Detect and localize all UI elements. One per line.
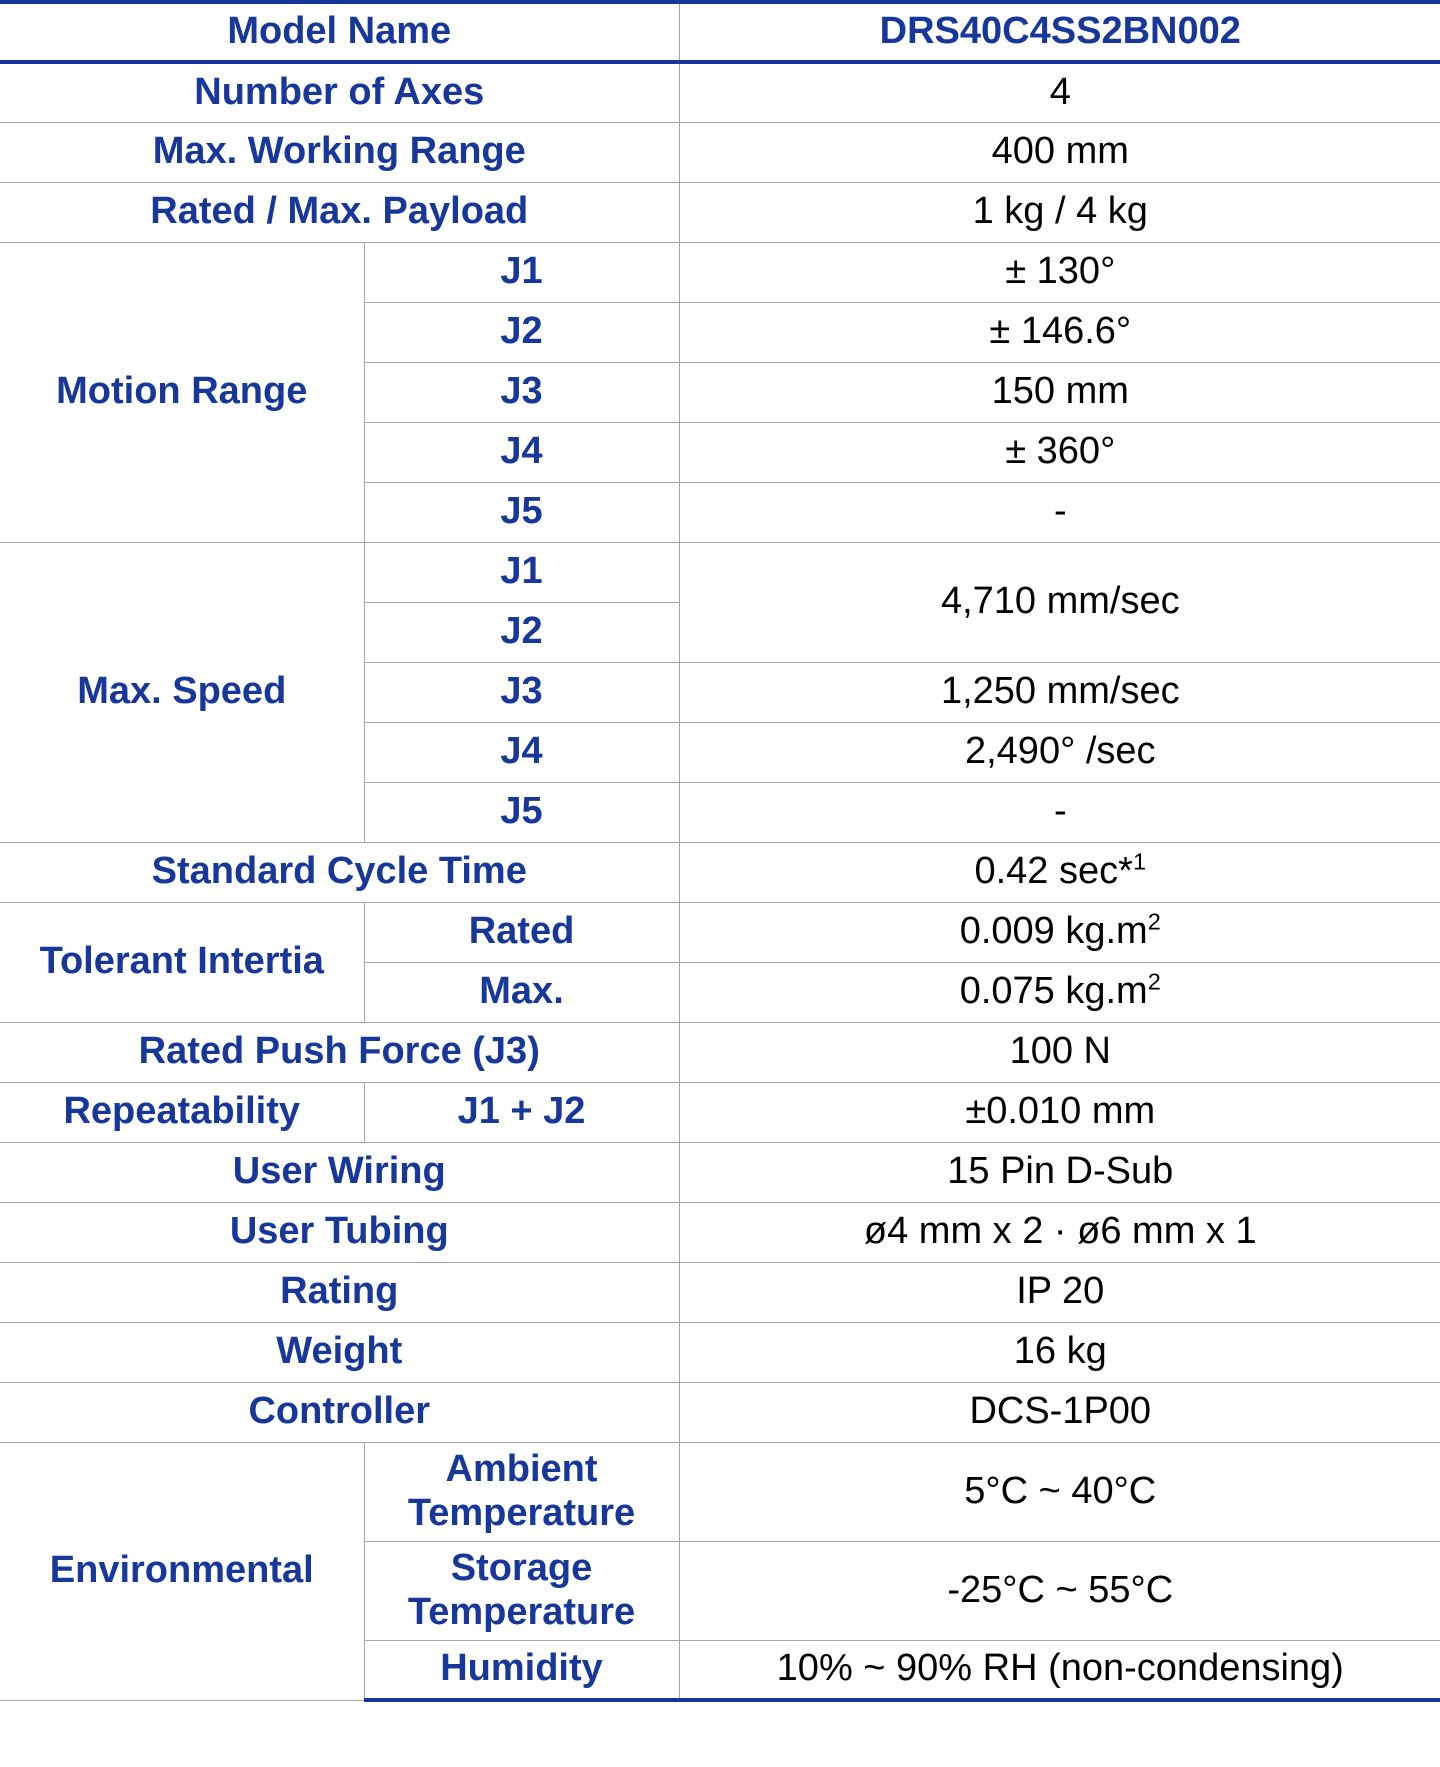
storage-temp-label: [364, 1541, 679, 1640]
weight-value: 16 kg: [679, 1322, 1440, 1382]
model-name-value: DRS40C4SS2BN002: [679, 2, 1440, 62]
model-name-label: Model Name: [0, 2, 679, 62]
inertia-max-value: 0.075 kg.m: [959, 970, 1148, 1013]
inertia-max-label: Max.: [364, 962, 679, 1022]
motion-j2-label: J2: [364, 302, 679, 362]
wiring-value: 15 Pin D-Sub: [679, 1142, 1440, 1202]
inertia-max-cell: [679, 962, 1440, 1022]
speed-j2-label: J2: [364, 602, 679, 662]
controller-label: Controller: [0, 1382, 679, 1442]
working-range-value: 400 mm: [679, 122, 1440, 182]
push-force-label: Rated Push Force (J3): [0, 1022, 679, 1082]
table-row: [0, 182, 1440, 242]
push-force-value: 100 N: [679, 1022, 1440, 1082]
max-speed-label: Max. Speed: [0, 542, 364, 842]
motion-j2-value: ± 146.6°: [679, 302, 1440, 362]
payload-label: Rated / Max. Payload: [0, 182, 679, 242]
table-row: [0, 122, 1440, 182]
inertia-rated-cell: [679, 902, 1440, 962]
working-range-label: Max. Working Range: [0, 122, 679, 182]
motion-j1-value: ± 130°: [679, 242, 1440, 302]
speed-j4-label: J4: [364, 722, 679, 782]
motion-j5-label: J5: [364, 482, 679, 542]
axes-value: 4: [679, 62, 1440, 122]
table-row: [0, 1382, 1440, 1442]
motion-range-label: Motion Range: [0, 242, 364, 542]
motion-j3-label: J3: [364, 362, 679, 422]
axes-label: Number of Axes: [0, 62, 679, 122]
inertia-max-exponent: 2: [1147, 968, 1161, 995]
table-row: [0, 1082, 1440, 1142]
speed-j1-j2-value: 4,710 mm/sec: [679, 542, 1440, 662]
inertia-rated-label: Rated: [364, 902, 679, 962]
inertia-rated-value: 0.009 kg.m: [959, 910, 1148, 953]
motion-j3-value: 150 mm: [679, 362, 1440, 422]
cycle-time-value: 0.42 sec*: [974, 850, 1133, 893]
wiring-label: User Wiring: [0, 1142, 679, 1202]
speed-j3-label: J3: [364, 662, 679, 722]
storage-temp-label-line2: Temperature: [407, 1590, 636, 1633]
ambient-temp-label: [364, 1442, 679, 1541]
motion-j4-label: J4: [364, 422, 679, 482]
table-row: [0, 542, 1440, 602]
environmental-label: Environmental: [0, 1442, 364, 1700]
storage-temp-label-line1: Storage: [450, 1546, 593, 1589]
payload-value: 1 kg / 4 kg: [679, 182, 1440, 242]
motion-j1-label: J1: [364, 242, 679, 302]
storage-temp-value: -25°C ~ 55°C: [679, 1541, 1440, 1640]
weight-label: Weight: [0, 1322, 679, 1382]
table-row: [0, 902, 1440, 962]
speed-j5-label: J5: [364, 782, 679, 842]
humidity-label: Humidity: [364, 1640, 679, 1700]
table-row: [0, 1262, 1440, 1322]
header-row: [0, 2, 1440, 62]
speed-j3-value: 1,250 mm/sec: [679, 662, 1440, 722]
table-row: [0, 242, 1440, 302]
cycle-time-cell: [679, 842, 1440, 902]
inertia-rated-exponent: 2: [1147, 908, 1161, 935]
repeatability-label: Repeatability: [0, 1082, 364, 1142]
tubing-value: ø4 mm x 2 · ø6 mm x 1: [679, 1202, 1440, 1262]
rating-value: IP 20: [679, 1262, 1440, 1322]
table-row: [0, 842, 1440, 902]
speed-j5-value: -: [679, 782, 1440, 842]
table-row: [0, 1142, 1440, 1202]
motion-j4-value: ± 360°: [679, 422, 1440, 482]
repeatability-sub-label: J1 + J2: [364, 1082, 679, 1142]
ambient-temp-label-line1: Ambient: [445, 1447, 598, 1490]
table-row: [0, 62, 1440, 122]
rating-label: Rating: [0, 1262, 679, 1322]
table-row: [0, 1322, 1440, 1382]
motion-j5-value: -: [679, 482, 1440, 542]
table-row: [0, 1442, 1440, 1541]
ambient-temp-value: 5°C ~ 40°C: [679, 1442, 1440, 1541]
controller-value: DCS-1P00: [679, 1382, 1440, 1442]
cycle-time-label: Standard Cycle Time: [0, 842, 679, 902]
table-row: [0, 1202, 1440, 1262]
speed-j1-label: J1: [364, 542, 679, 602]
tubing-label: User Tubing: [0, 1202, 679, 1262]
humidity-value: 10% ~ 90% RH (non-condensing): [679, 1640, 1440, 1700]
inertia-label: Tolerant Intertia: [0, 902, 364, 1022]
cycle-time-footnote: 1: [1132, 848, 1147, 875]
speed-j4-value: 2,490° /sec: [679, 722, 1440, 782]
ambient-temp-label-line2: Temperature: [407, 1491, 636, 1534]
repeatability-value: ±0.010 mm: [679, 1082, 1440, 1142]
table-row: [0, 1022, 1440, 1082]
